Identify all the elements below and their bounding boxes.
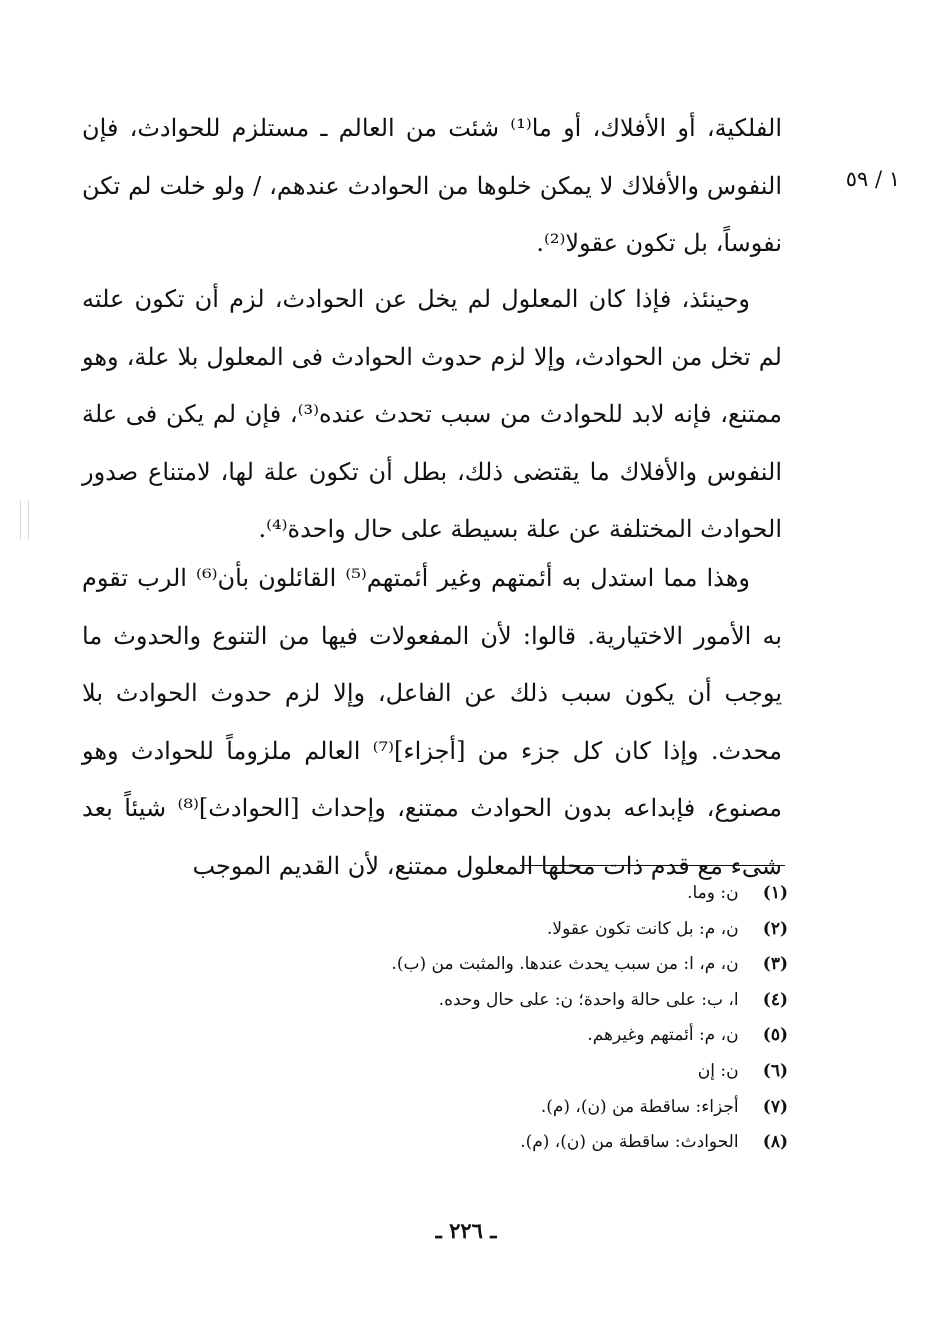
footnote-4 [300, 983, 788, 1019]
footnote-text: الحوادث: ساقطة من (ن)، (م). [520, 1132, 739, 1153]
footnote-text: ن: إن [697, 1060, 739, 1081]
footnote-text: أجزاء: ساقطة من (ن)، (م). [540, 1096, 739, 1117]
page-number: ـ ٢٢٦ ـ [435, 1218, 497, 1243]
footnotes-list [300, 876, 788, 1161]
footnote-number: (٧) [762, 1096, 788, 1117]
footnote-text: ا، ب: على حالة واحدة؛ ن: على حال وحده. [438, 989, 739, 1010]
footnote-text: ن، م: أئمتهم وغيرهم. [587, 1025, 739, 1046]
paragraph-2: وحينئذ، فإذا كان المعلول لم يخل عن الحوادث، لزم أن تكون علته لم تخل من الحوادث، وإلا لزم حدوث الحوادث فى المعلول بلا علة، وهو ممتنع، فإنه لابد للحوادث من سبب تحدث عنده⁽³⁾، فإن لم يكن فى علة النفوس والأفلاك ما يقتضى ذلك، بطل أن تكون علة لها، لامتناع صدور الحوادث المختلفة عن علة بسيطة على حال واحدة⁽⁴⁾. [82, 285, 782, 543]
margin-page-reference: ١ / ٥٩ [845, 167, 900, 191]
footnote-number: (٥) [762, 1025, 788, 1046]
footnote-number: (١) [762, 883, 788, 903]
footnote-text: ن، م، ا: من سبب يحدث عندها. والمثبت من (ب). [391, 954, 739, 975]
footnote-number: (٤) [762, 989, 788, 1010]
paragraph-1: الفلكية، أو الأفلاك، أو ما⁽¹⁾ شئت من العالم ـ مستلزم للحوادث، فإن النفوس والأفلاك لا يمكن خلوها من الحوادث عندهم، / ولو خلت لم تكن نفوساً، بل تكون عقولا⁽²⁾. [82, 114, 782, 257]
footnote-number: (٣) [762, 954, 788, 975]
footnote-3 [300, 947, 788, 983]
footnote-1 [300, 876, 788, 912]
footnote-number: (٢) [762, 918, 788, 939]
footnote-8 [300, 1125, 788, 1161]
footnote-7 [300, 1090, 788, 1126]
footnote-5 [300, 1018, 788, 1054]
footnote-number: (٦) [762, 1060, 788, 1081]
footnote-2 [300, 912, 788, 948]
footnote-number: (٨) [762, 1132, 788, 1153]
footnote-6 [300, 1054, 788, 1090]
footnote-text: ن: وما. [687, 883, 739, 903]
binding-marks [20, 500, 30, 540]
footnote-text: ن، م: بل كانت تكون عقولا. [547, 918, 739, 939]
paragraph-3: وهذا مما استدل به أئمتهم وغير أئمتهم⁽⁵⁾ القائلون بأن⁽⁶⁾ الرب تقوم به الأمور الاختيارية. قالوا: لأن المفعولات فيها من التنوع والحدوث ما يوجب أن يكون سبب ذلك عن الفاعل، وإلا لزم حدوث الحوادث بلا محدث. وإذا كان كل جزء من [أجزاء]⁽⁷⁾ العالم ملزوماً للحوادث وهو مصنوع، فإبداعه بدون الحوادث ممتنع، وإحداث [الحوادث]⁽⁸⁾ شيئاً بعد شىء مع قدم ذات محلها المعلول ممتنع، لأن القديم الموجب [82, 564, 782, 880]
footnote-separator [520, 865, 785, 866]
